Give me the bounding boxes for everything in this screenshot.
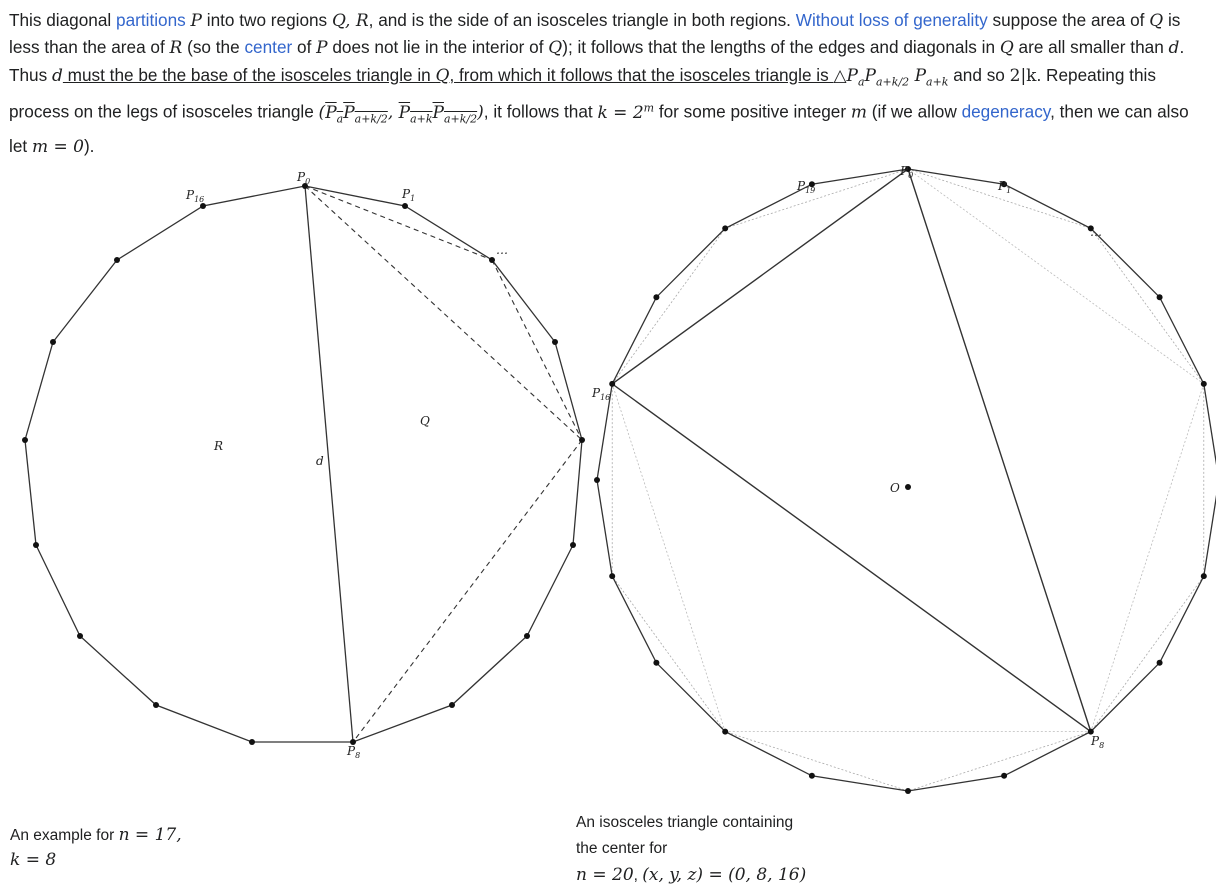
math-divides: 2|k [1009, 65, 1037, 86]
vertex-10 [905, 788, 911, 794]
dotted-chord [612, 384, 725, 732]
label-p0: $P_0$ [297, 170, 311, 186]
text: suppose the area of [987, 10, 1150, 30]
polygon-20 [597, 169, 1216, 791]
math-P: P [190, 11, 202, 31]
vertex-14 [50, 339, 56, 345]
label-p1: $P_1$ [402, 187, 416, 203]
vertex-5 [570, 542, 576, 548]
vertex-10 [153, 702, 159, 708]
vertex-15 [114, 257, 120, 263]
caption-text: An isosceles triangle containing [576, 814, 794, 831]
link-partitions[interactable]: partitions [116, 10, 186, 30]
math-m-zero: m = 0 [31, 136, 84, 157]
caption-math: (x, y, z) = (0, 8, 16) [642, 865, 807, 885]
triangle-outline [612, 169, 1091, 732]
label-p8: $P_8$ [347, 744, 361, 760]
math-Q: Q [999, 38, 1014, 59]
label-region-r: R [214, 439, 224, 453]
dotted-chord [612, 576, 725, 732]
label-region-q: Q [420, 414, 430, 428]
text: (so the [182, 37, 245, 58]
text: , it follows that [483, 101, 598, 122]
figure-20-gon [590, 0, 1216, 800]
math-R: R [169, 38, 183, 59]
math-P: P [316, 38, 328, 59]
label-dots: … [1090, 225, 1102, 239]
vertex-18 [722, 225, 728, 231]
text: (if we allow [867, 101, 962, 122]
text: into two regions [202, 10, 332, 30]
label-p16: $P_{16}$ [592, 386, 611, 402]
dotted-chord [612, 228, 725, 384]
caption-figure-2: An isosceles triangle containing the center for n = 20, (x, y, z) = (0, 8, 16) [576, 810, 806, 889]
vertex-17 [653, 294, 659, 300]
dotted-chord [908, 169, 1204, 384]
dotted-chord [725, 732, 908, 791]
math-Q: Q [548, 38, 563, 59]
diagonal-lines [305, 186, 582, 742]
caption-math: n = 20 [576, 865, 634, 885]
label-p1: $P_1$ [998, 179, 1012, 195]
caption-text: An example for [10, 827, 119, 844]
text: , then we can also let [9, 101, 1189, 156]
vertex-7 [449, 702, 455, 708]
text: ). [83, 135, 95, 156]
vertex-4 [579, 437, 585, 443]
dotted-chord [908, 169, 1091, 228]
vertex-3 [1157, 294, 1163, 300]
label-dots: … [496, 243, 508, 257]
vertex-16 [609, 381, 615, 387]
diagonal-d [305, 186, 353, 742]
dotted-chord [1091, 384, 1204, 732]
text: is less than the area of [9, 10, 1181, 58]
math-Q: Q [1149, 11, 1164, 31]
link-wlog[interactable]: Without loss of generality [795, 10, 988, 30]
caption-text: the center for [576, 840, 668, 857]
label-diagonal-d: d [316, 454, 324, 468]
link-degeneracy[interactable]: degeneracy [961, 101, 1051, 122]
vertex-6 [1201, 573, 1207, 579]
text: . Repeating this process on the legs of isosceles triangle [9, 64, 1156, 122]
text: and so [948, 64, 1010, 85]
dashed-diagonal [353, 440, 582, 742]
vertex-13 [653, 660, 659, 666]
label-p19: $P_{19}$ [797, 179, 816, 195]
text: does not lie in the interior of [327, 37, 549, 58]
vertex-12 [33, 542, 39, 548]
polygon-outline [597, 169, 1216, 791]
math-d: d [1168, 38, 1180, 59]
math-k-eq: $k = 2^m$ [597, 101, 655, 123]
center-point [905, 484, 911, 490]
dotted-chord [1091, 228, 1204, 384]
vertex-11 [77, 633, 83, 639]
caption-figure-1 [10, 823, 182, 873]
vertex-2 [489, 257, 495, 263]
caption-math: n = 17, [118, 825, 182, 845]
text: for some positive integer [654, 101, 851, 122]
label-p0: $P_0$ [900, 164, 914, 180]
vertex-11 [809, 773, 815, 779]
math-m: m [850, 102, 867, 123]
vertex-7 [1157, 660, 1163, 666]
vertex-9 [249, 739, 255, 745]
vertex-4 [1201, 381, 1207, 387]
text: . Thus [9, 37, 1185, 85]
dotted-chord [908, 732, 1091, 791]
link-center[interactable]: center [244, 37, 293, 58]
vertex-3 [552, 339, 558, 345]
text: ); it follows that the lengths of the edges and diagonals in [562, 37, 1000, 58]
text: , and is the side of an isosceles triangle in both regions. [368, 10, 796, 30]
text: , from which it follows that the isosceles triangle is [449, 64, 834, 85]
text: of [292, 37, 317, 58]
dashed-diagonal [305, 186, 492, 260]
dotted-chord [1091, 576, 1204, 732]
text: must the be the base of the isosceles triangle in [62, 64, 436, 85]
figure-17-gon [0, 0, 590, 800]
caption-math: k = 8 [10, 850, 57, 870]
dashed-diagonal [305, 186, 582, 440]
vertex-9 [1001, 773, 1007, 779]
vertex-6 [524, 633, 530, 639]
vertex-13 [22, 437, 28, 443]
label-center-o: O [890, 481, 900, 495]
label-p8: $P_8$ [1091, 734, 1105, 750]
math-QR: Q, R [331, 11, 369, 31]
math-triangle: $\triangle P_aP_{a+k/2}$ $P_{a+k}$ [833, 65, 949, 88]
vertex-14 [609, 573, 615, 579]
polygon-17 [25, 186, 582, 742]
text: This diagonal [9, 10, 117, 30]
label-p16: $P_{16}$ [186, 188, 205, 204]
vertex-15 [594, 477, 600, 483]
math-d: d [52, 65, 63, 86]
dashed-diagonal [492, 260, 582, 440]
math-Q: Q [435, 65, 450, 86]
vertex-1 [402, 203, 408, 209]
math-legs: ($P_aP_{a+k/2}$, $P_{a+k}P_{a+k/2}$) [318, 102, 484, 126]
dotted-lines [612, 169, 1204, 791]
vertex-12 [722, 729, 728, 735]
isosceles-triangle [612, 169, 1091, 732]
dotted-chord [725, 169, 908, 228]
polygon-outline [25, 186, 582, 742]
text: are all smaller than [1013, 37, 1169, 58]
